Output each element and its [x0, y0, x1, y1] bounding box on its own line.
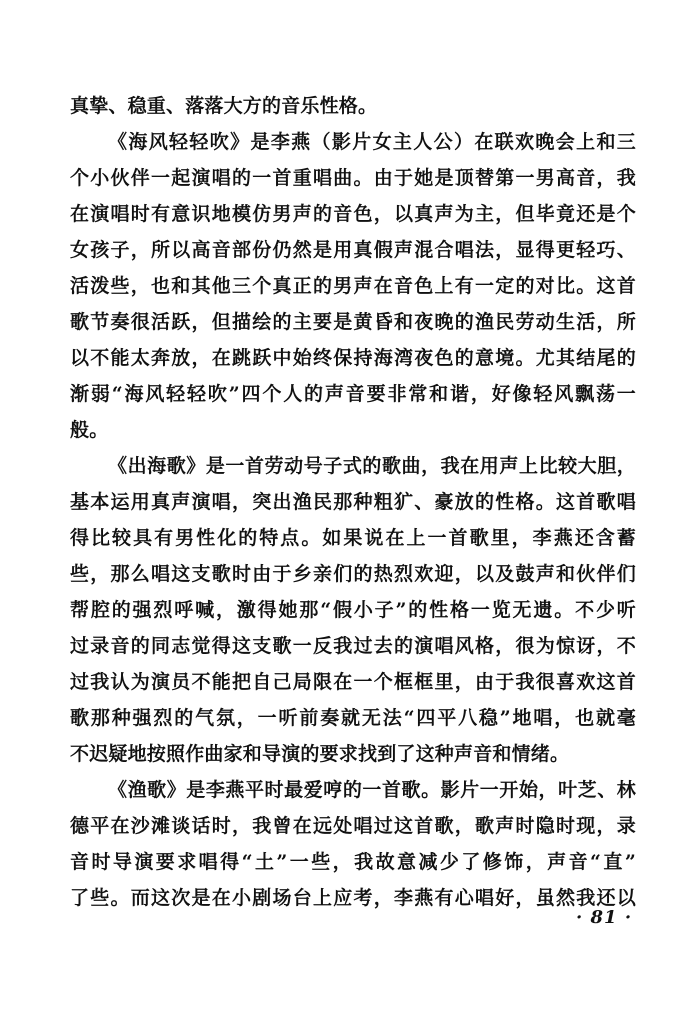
text-line: 基本运用真声演唱，突出渔民那种粗犷、豪放的性格。这首歌唱	[70, 491, 636, 513]
page-number: · 81 ·	[576, 907, 633, 928]
text-line: 般。	[70, 419, 109, 441]
text-line: 《出海歌》是一首劳动号子式的歌曲，我在用声上比较大胆，	[108, 455, 636, 477]
page-body	[70, 88, 636, 916]
text-line: 些，那么唱这支歌时由于乡亲们的热烈欢迎，以及鼓声和伙伴们	[70, 563, 636, 585]
text-line: 《海风轻轻吹》是李燕（影片女主人公）在联欢晚会上和三	[108, 131, 636, 153]
text-line: 德平在沙滩谈话时，我曾在远处唱过这首歌，歌声时隐时现，录	[70, 815, 636, 837]
text-line: 帮腔的强烈呼喊，激得她那“假小子”的性格一览无遗。不少听	[70, 599, 636, 621]
text-line: 《渔歌》是李燕平时最爱哼的一首歌。影片一开始，叶芝、林	[108, 779, 636, 801]
text-line: 过录音的同志觉得这支歌一反我过去的演唱风格，很为惊讶，不	[70, 635, 636, 657]
text-line: 女孩子，所以高音部份仍然是用真假声混合唱法，显得更轻巧、	[70, 239, 636, 261]
text-line: 个小伙伴一起演唱的一首重唱曲。由于她是顶替第一男高音，我	[70, 167, 636, 189]
text-line: 音时导演要求唱得“土”一些，我故意减少了修饰，声音“直”	[70, 851, 636, 873]
text-line: 过我认为演员不能把自己局限在一个框框里，由于我很喜欢这首	[70, 671, 636, 693]
text-line: 了些。而这次是在小剧场台上应考，李燕有心唱好，虽然我还以	[70, 887, 636, 909]
text-line: 不迟疑地按照作曲家和导演的要求找到了这种声音和情绪。	[70, 743, 570, 765]
text-line: 歌节奏很活跃，但描绘的主要是黄昏和夜晚的渔民劳动生活，所	[70, 311, 636, 333]
text-line: 以不能太奔放，在跳跃中始终保持海湾夜色的意境。尤其结尾的	[70, 347, 636, 369]
text-line: 得比较具有男性化的特点。如果说在上一首歌里，李燕还含蓄	[70, 527, 636, 549]
text-line: 渐弱“海风轻轻吹”四个人的声音要非常和谐，好像轻风飘荡一	[70, 383, 636, 405]
text-line: 真挚、稳重、落落大方的音乐性格。	[70, 95, 378, 117]
text-line: 在演唱时有意识地模仿男声的音色，以真声为主，但毕竟还是个	[70, 203, 636, 225]
text-line: 活泼些，也和其他三个真正的男声在音色上有一定的对比。这首	[70, 275, 636, 297]
text-line: 歌那种强烈的气氛，一听前奏就无法“四平八稳”地唱，也就毫	[70, 707, 636, 729]
